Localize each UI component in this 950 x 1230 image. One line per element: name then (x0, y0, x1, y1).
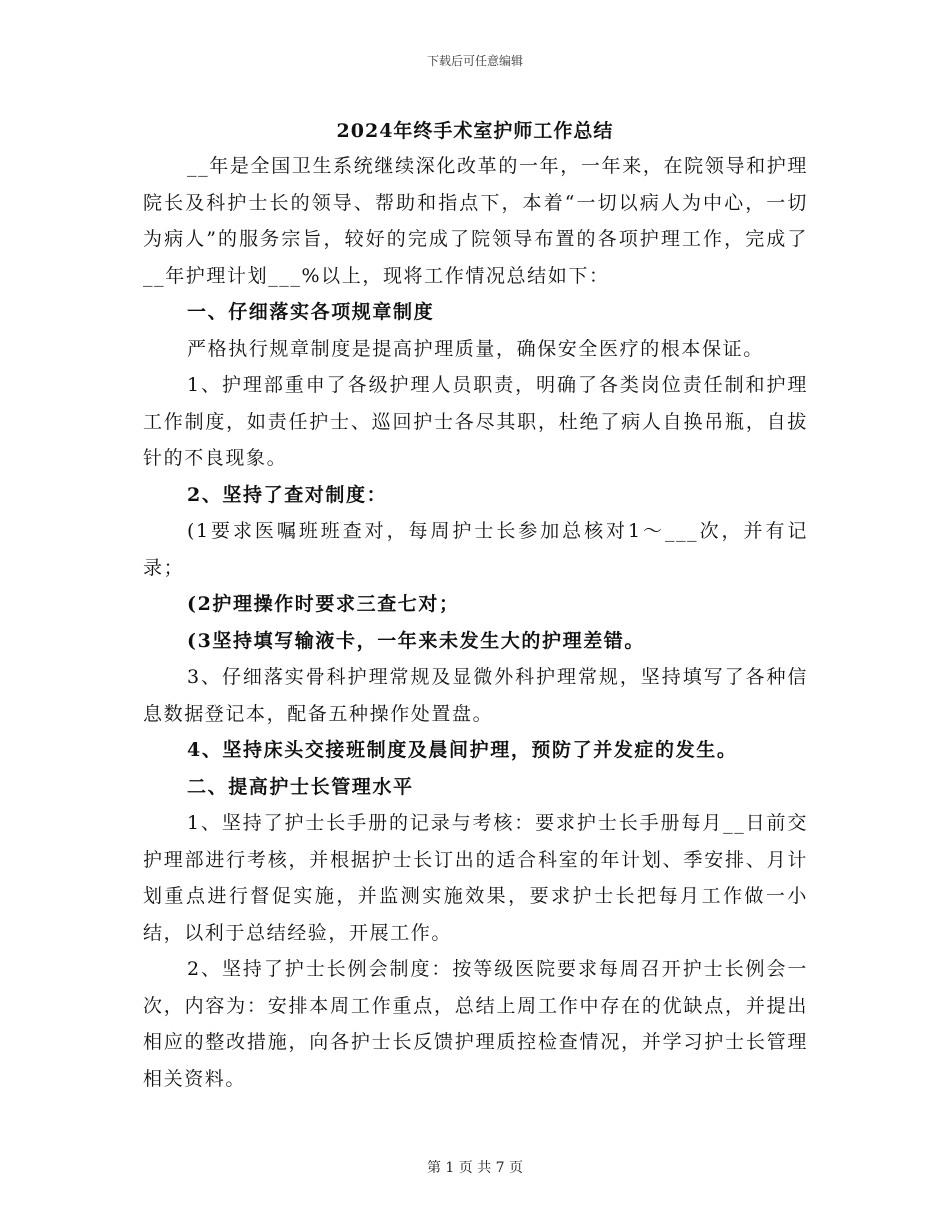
paragraph: 4、坚持床头交接班制度及晨间护理，预防了并发症的发生。 (187, 739, 738, 761)
paragraph: (3坚持填写输液卡，一年来未发生大的护理差错。 (187, 629, 646, 652)
paragraph: (1要求医嘱班班查对，每周护士长参加总核对1～___次，并有记录； (143, 520, 808, 579)
document-title: 2024年终手术室护师工作总结 (336, 120, 614, 142)
section-heading-2: 二、提高护士长管理水平 (187, 775, 414, 798)
document-body (143, 148, 808, 1097)
paragraph: (2护理操作时要求三查七对； (187, 593, 460, 615)
page-footer-number: 第 1 页 共 7 页 (426, 1160, 524, 1176)
paragraph: 1、坚持了护士长手册的记录与考核：要求护士长手册每月__日前交护理部进行考核，并根据护士长订出的适合科室的年计划、季安排、月计划重点进行督促实施，并监测实施效果，要求护士长把每月工作做一小结，以利于总结经验，开展工作。 (143, 812, 808, 944)
paragraph: 3、仔细落实骨科护理常规及显微外科护理常规，坚持填写了各种信息数据登记本，配备五种操作处置盘。 (143, 666, 808, 725)
paragraph: 严格执行规章制度是提高护理质量，确保安全医疗的根本保证。 (187, 337, 764, 360)
paragraph-intro: __年是全国卫生系统继续深化改革的一年，一年来，在院领导和护理院长及科护士长的领导、帮助和指点下，本着“一切以病人为中心，一切为病人”的服务宗旨，较好的完成了院领导布置的各项护理工作，完成了__年护理计划___%以上，现将工作情况总结如下： (143, 155, 808, 287)
page-header-note: 下载后可任意编辑 (426, 54, 523, 68)
paragraph: 2、坚持了护士长例会制度：按等级医院要求每周召开护士长例会一次，内容为：安排本周工作重点，总结上周工作中存在的优缺点，并提出相应的整改措施，向各护士长反馈护理质控检查情况，并学习护士长管理相关资料。 (143, 958, 808, 1090)
subheading: 2、坚持了查对制度： (187, 483, 388, 506)
section-heading-1: 一、仔细落实各项规章制度 (187, 301, 435, 323)
paragraph: 1、护理部重申了各级护理人员职责，明确了各类岗位责任制和护理工作制度，如责任护士、巡回护士各尽其职，杜绝了病人自换吊瓶，自拔针的不良现象。 (143, 374, 808, 469)
